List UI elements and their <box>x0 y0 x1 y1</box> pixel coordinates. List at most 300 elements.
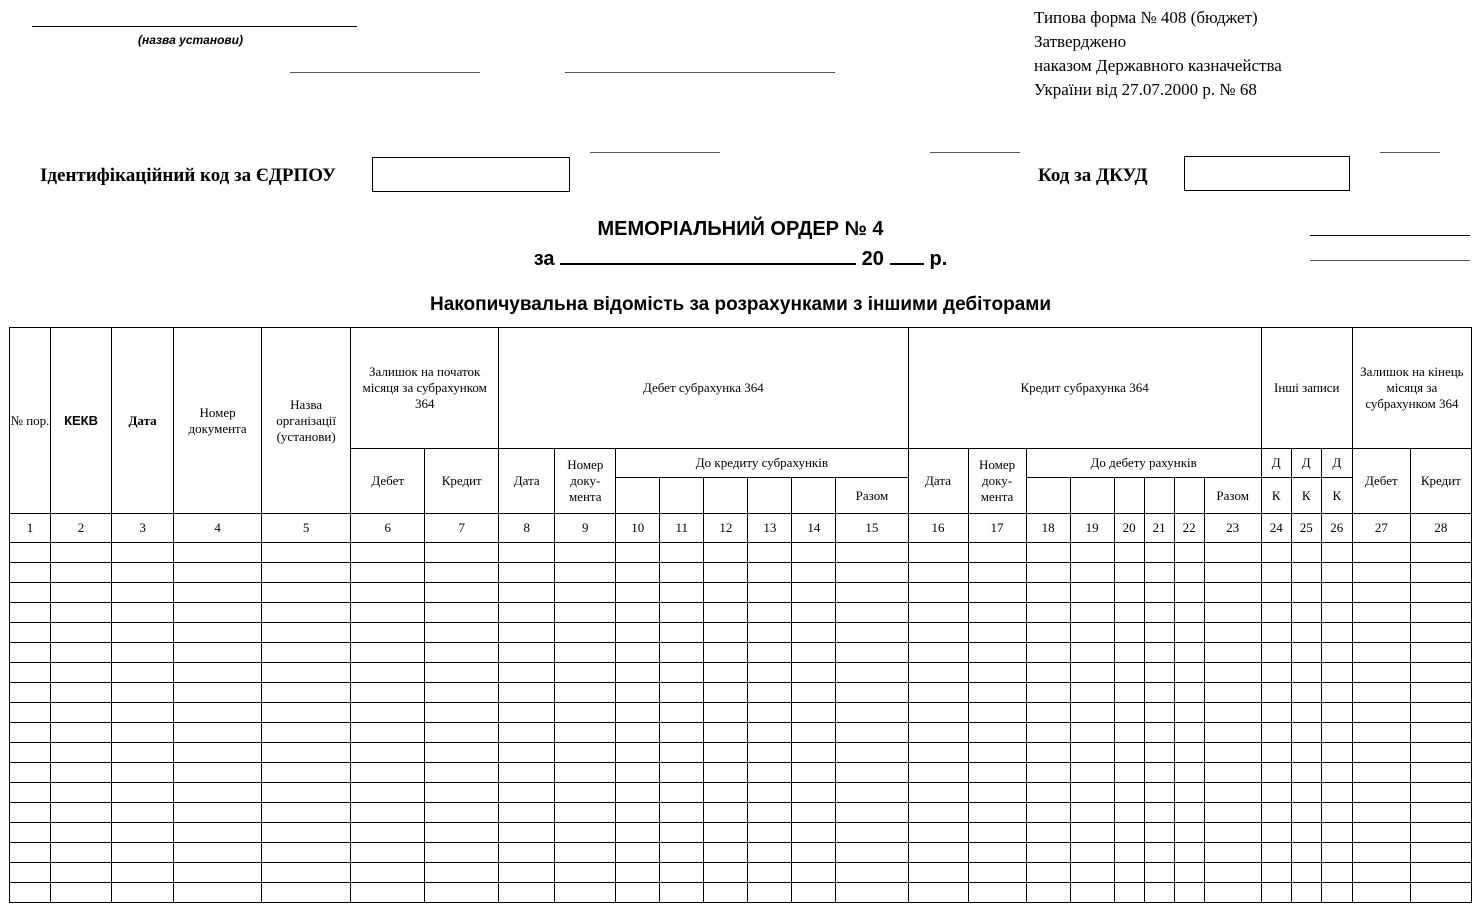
table-cell[interactable] <box>112 783 174 803</box>
table-cell[interactable] <box>1070 603 1114 623</box>
table-cell[interactable] <box>351 543 425 563</box>
table-cell[interactable] <box>10 583 51 603</box>
table-cell[interactable] <box>1026 563 1070 583</box>
table-cell[interactable] <box>660 823 704 843</box>
table-cell[interactable] <box>174 583 262 603</box>
table-cell[interactable] <box>1410 663 1471 683</box>
table-cell[interactable] <box>704 563 748 583</box>
table-cell[interactable] <box>836 743 908 763</box>
table-cell[interactable] <box>704 603 748 623</box>
table-cell[interactable] <box>748 883 792 903</box>
table-cell[interactable] <box>351 863 425 883</box>
table-cell[interactable] <box>748 803 792 823</box>
table-cell[interactable] <box>836 663 908 683</box>
table-cell[interactable] <box>1352 843 1410 863</box>
table-cell[interactable] <box>1204 723 1261 743</box>
table-cell[interactable] <box>704 723 748 743</box>
table-cell[interactable] <box>1070 543 1114 563</box>
table-cell[interactable] <box>908 563 968 583</box>
table-cell[interactable] <box>1410 783 1471 803</box>
table-cell[interactable] <box>616 823 660 843</box>
table-cell[interactable] <box>555 583 616 603</box>
table-cell[interactable] <box>262 643 351 663</box>
table-cell[interactable] <box>351 843 425 863</box>
table-cell[interactable] <box>704 763 748 783</box>
table-cell[interactable] <box>1291 783 1321 803</box>
table-cell[interactable] <box>10 743 51 763</box>
table-cell[interactable] <box>10 703 51 723</box>
table-cell[interactable] <box>1204 863 1261 883</box>
table-cell[interactable] <box>351 663 425 683</box>
table-cell[interactable] <box>1144 623 1174 643</box>
table-cell[interactable] <box>616 803 660 823</box>
table-cell[interactable] <box>1070 643 1114 663</box>
table-cell[interactable] <box>1291 543 1321 563</box>
table-cell[interactable] <box>10 823 51 843</box>
table-cell[interactable] <box>908 823 968 843</box>
table-cell[interactable] <box>1321 843 1352 863</box>
table-cell[interactable] <box>425 543 499 563</box>
table-cell[interactable] <box>1321 603 1352 623</box>
table-cell[interactable] <box>51 643 112 663</box>
table-cell[interactable] <box>262 863 351 883</box>
table-cell[interactable] <box>1174 843 1204 863</box>
table-cell[interactable] <box>499 623 555 643</box>
table-cell[interactable] <box>1261 603 1291 623</box>
table-cell[interactable] <box>908 583 968 603</box>
table-cell[interactable] <box>1321 743 1352 763</box>
table-cell[interactable] <box>1026 543 1070 563</box>
table-cell[interactable] <box>1321 723 1352 743</box>
table-cell[interactable] <box>351 563 425 583</box>
table-cell[interactable] <box>1144 643 1174 663</box>
table-cell[interactable] <box>1026 723 1070 743</box>
table-cell[interactable] <box>704 663 748 683</box>
table-cell[interactable] <box>51 563 112 583</box>
table-cell[interactable] <box>351 643 425 663</box>
table-cell[interactable] <box>704 823 748 843</box>
table-cell[interactable] <box>908 723 968 743</box>
table-cell[interactable] <box>1174 743 1204 763</box>
table-cell[interactable] <box>1261 583 1291 603</box>
table-cell[interactable] <box>1261 743 1291 763</box>
table-cell[interactable] <box>425 703 499 723</box>
table-cell[interactable] <box>1070 763 1114 783</box>
table-cell[interactable] <box>425 823 499 843</box>
table-cell[interactable] <box>10 883 51 903</box>
table-cell[interactable] <box>262 883 351 903</box>
table-cell[interactable] <box>1026 763 1070 783</box>
table-cell[interactable] <box>1204 883 1261 903</box>
table-cell[interactable] <box>968 623 1026 643</box>
table-cell[interactable] <box>1321 643 1352 663</box>
table-cell[interactable] <box>112 703 174 723</box>
table-cell[interactable] <box>555 723 616 743</box>
table-cell[interactable] <box>660 583 704 603</box>
table-cell[interactable] <box>908 543 968 563</box>
table-cell[interactable] <box>748 583 792 603</box>
table-cell[interactable] <box>1352 563 1410 583</box>
table-cell[interactable] <box>1114 543 1144 563</box>
credit-account-cell[interactable] <box>1114 478 1144 514</box>
table-cell[interactable] <box>1410 843 1471 863</box>
table-cell[interactable] <box>660 663 704 683</box>
credit-account-cell[interactable] <box>1144 478 1174 514</box>
table-cell[interactable] <box>174 603 262 623</box>
table-cell[interactable] <box>112 723 174 743</box>
table-cell[interactable] <box>555 563 616 583</box>
table-cell[interactable] <box>51 803 112 823</box>
table-cell[interactable] <box>1261 663 1291 683</box>
table-cell[interactable] <box>351 703 425 723</box>
table-cell[interactable] <box>1291 883 1321 903</box>
debit-subaccount-cell[interactable] <box>792 478 836 514</box>
table-cell[interactable] <box>1321 703 1352 723</box>
table-cell[interactable] <box>262 723 351 743</box>
table-cell[interactable] <box>1026 883 1070 903</box>
table-cell[interactable] <box>555 763 616 783</box>
table-cell[interactable] <box>1204 663 1261 683</box>
table-cell[interactable] <box>1291 763 1321 783</box>
order-date-blank[interactable] <box>560 245 856 265</box>
table-cell[interactable] <box>704 703 748 723</box>
table-cell[interactable] <box>1174 703 1204 723</box>
table-cell[interactable] <box>1410 603 1471 623</box>
table-cell[interactable] <box>1261 843 1291 863</box>
table-cell[interactable] <box>499 663 555 683</box>
table-cell[interactable] <box>51 823 112 843</box>
table-cell[interactable] <box>1261 783 1291 803</box>
table-cell[interactable] <box>112 823 174 843</box>
table-cell[interactable] <box>616 663 660 683</box>
table-cell[interactable] <box>51 703 112 723</box>
table-cell[interactable] <box>555 703 616 723</box>
table-cell[interactable] <box>351 743 425 763</box>
table-cell[interactable] <box>1204 583 1261 603</box>
table-cell[interactable] <box>792 803 836 823</box>
table-cell[interactable] <box>1204 803 1261 823</box>
table-cell[interactable] <box>968 583 1026 603</box>
table-cell[interactable] <box>425 743 499 763</box>
table-cell[interactable] <box>704 843 748 863</box>
table-cell[interactable] <box>51 743 112 763</box>
table-cell[interactable] <box>704 743 748 763</box>
table-cell[interactable] <box>425 883 499 903</box>
table-cell[interactable] <box>968 603 1026 623</box>
table-cell[interactable] <box>1026 623 1070 643</box>
table-cell[interactable] <box>1026 603 1070 623</box>
table-cell[interactable] <box>425 643 499 663</box>
table-cell[interactable] <box>499 883 555 903</box>
table-cell[interactable] <box>112 743 174 763</box>
table-cell[interactable] <box>1321 883 1352 903</box>
table-cell[interactable] <box>1144 823 1174 843</box>
table-cell[interactable] <box>1410 563 1471 583</box>
table-cell[interactable] <box>1291 583 1321 603</box>
table-cell[interactable] <box>1114 583 1144 603</box>
table-cell[interactable] <box>10 863 51 883</box>
table-cell[interactable] <box>1291 563 1321 583</box>
table-cell[interactable] <box>616 703 660 723</box>
table-cell[interactable] <box>1114 663 1144 683</box>
table-cell[interactable] <box>908 683 968 703</box>
table-cell[interactable] <box>1410 643 1471 663</box>
table-cell[interactable] <box>1070 843 1114 863</box>
table-cell[interactable] <box>1321 783 1352 803</box>
table-cell[interactable] <box>836 643 908 663</box>
table-cell[interactable] <box>425 583 499 603</box>
table-cell[interactable] <box>1204 783 1261 803</box>
table-cell[interactable] <box>112 543 174 563</box>
table-cell[interactable] <box>1410 723 1471 743</box>
table-cell[interactable] <box>1070 863 1114 883</box>
table-cell[interactable] <box>1114 703 1144 723</box>
table-cell[interactable] <box>1026 743 1070 763</box>
table-cell[interactable] <box>1321 623 1352 643</box>
table-cell[interactable] <box>748 683 792 703</box>
table-cell[interactable] <box>836 623 908 643</box>
table-cell[interactable] <box>10 763 51 783</box>
table-cell[interactable] <box>1144 783 1174 803</box>
table-cell[interactable] <box>1026 703 1070 723</box>
table-cell[interactable] <box>351 683 425 703</box>
table-cell[interactable] <box>968 543 1026 563</box>
table-cell[interactable] <box>616 603 660 623</box>
table-cell[interactable] <box>1321 863 1352 883</box>
table-cell[interactable] <box>174 563 262 583</box>
table-cell[interactable] <box>51 543 112 563</box>
table-cell[interactable] <box>908 883 968 903</box>
table-cell[interactable] <box>1144 883 1174 903</box>
table-cell[interactable] <box>748 543 792 563</box>
table-cell[interactable] <box>792 783 836 803</box>
table-cell[interactable] <box>1204 543 1261 563</box>
table-cell[interactable] <box>616 543 660 563</box>
table-cell[interactable] <box>836 803 908 823</box>
table-cell[interactable] <box>499 643 555 663</box>
table-cell[interactable] <box>748 723 792 743</box>
table-cell[interactable] <box>1174 863 1204 883</box>
table-cell[interactable] <box>792 883 836 903</box>
table-cell[interactable] <box>1070 703 1114 723</box>
table-cell[interactable] <box>792 683 836 703</box>
table-cell[interactable] <box>1174 603 1204 623</box>
table-cell[interactable] <box>174 723 262 743</box>
table-cell[interactable] <box>1174 543 1204 563</box>
table-cell[interactable] <box>616 563 660 583</box>
table-cell[interactable] <box>10 783 51 803</box>
table-cell[interactable] <box>262 843 351 863</box>
table-cell[interactable] <box>1410 623 1471 643</box>
table-cell[interactable] <box>968 643 1026 663</box>
table-cell[interactable] <box>1261 803 1291 823</box>
table-cell[interactable] <box>1410 863 1471 883</box>
table-cell[interactable] <box>1261 763 1291 783</box>
table-cell[interactable] <box>660 563 704 583</box>
table-cell[interactable] <box>1352 623 1410 643</box>
table-cell[interactable] <box>660 683 704 703</box>
table-cell[interactable] <box>1261 883 1291 903</box>
table-cell[interactable] <box>1321 663 1352 683</box>
table-cell[interactable] <box>1114 683 1144 703</box>
table-cell[interactable] <box>425 843 499 863</box>
table-cell[interactable] <box>1144 703 1174 723</box>
table-cell[interactable] <box>1026 843 1070 863</box>
table-cell[interactable] <box>1174 663 1204 683</box>
table-cell[interactable] <box>792 703 836 723</box>
table-cell[interactable] <box>174 663 262 683</box>
table-cell[interactable] <box>174 743 262 763</box>
table-cell[interactable] <box>1174 563 1204 583</box>
table-cell[interactable] <box>836 843 908 863</box>
table-cell[interactable] <box>660 603 704 623</box>
table-cell[interactable] <box>1026 863 1070 883</box>
table-cell[interactable] <box>1174 683 1204 703</box>
table-cell[interactable] <box>616 843 660 863</box>
table-cell[interactable] <box>1291 863 1321 883</box>
table-cell[interactable] <box>262 823 351 843</box>
table-cell[interactable] <box>174 863 262 883</box>
table-cell[interactable] <box>351 783 425 803</box>
table-cell[interactable] <box>1114 803 1144 823</box>
table-cell[interactable] <box>351 763 425 783</box>
table-cell[interactable] <box>51 783 112 803</box>
table-cell[interactable] <box>555 603 616 623</box>
table-cell[interactable] <box>748 843 792 863</box>
table-cell[interactable] <box>836 883 908 903</box>
table-cell[interactable] <box>704 803 748 823</box>
table-cell[interactable] <box>1410 543 1471 563</box>
table-cell[interactable] <box>174 623 262 643</box>
table-cell[interactable] <box>1070 583 1114 603</box>
table-cell[interactable] <box>660 783 704 803</box>
table-cell[interactable] <box>968 563 1026 583</box>
table-cell[interactable] <box>1114 563 1144 583</box>
table-cell[interactable] <box>1114 623 1144 643</box>
table-cell[interactable] <box>174 803 262 823</box>
table-cell[interactable] <box>704 543 748 563</box>
table-cell[interactable] <box>748 663 792 683</box>
table-cell[interactable] <box>499 843 555 863</box>
table-cell[interactable] <box>792 823 836 843</box>
table-cell[interactable] <box>174 703 262 723</box>
table-cell[interactable] <box>1114 763 1144 783</box>
table-cell[interactable] <box>499 683 555 703</box>
table-cell[interactable] <box>968 683 1026 703</box>
table-cell[interactable] <box>704 583 748 603</box>
table-cell[interactable] <box>1204 563 1261 583</box>
table-cell[interactable] <box>1291 643 1321 663</box>
table-cell[interactable] <box>1144 723 1174 743</box>
table-cell[interactable] <box>836 703 908 723</box>
table-cell[interactable] <box>1261 863 1291 883</box>
table-cell[interactable] <box>1114 743 1144 763</box>
table-cell[interactable] <box>1352 743 1410 763</box>
table-cell[interactable] <box>1144 583 1174 603</box>
table-cell[interactable] <box>836 583 908 603</box>
table-cell[interactable] <box>836 543 908 563</box>
table-cell[interactable] <box>1144 603 1174 623</box>
table-cell[interactable] <box>1026 663 1070 683</box>
table-cell[interactable] <box>968 843 1026 863</box>
table-cell[interactable] <box>10 563 51 583</box>
table-cell[interactable] <box>1352 763 1410 783</box>
table-cell[interactable] <box>616 863 660 883</box>
credit-account-cell[interactable] <box>1174 478 1204 514</box>
table-cell[interactable] <box>1291 623 1321 643</box>
table-cell[interactable] <box>1410 883 1471 903</box>
table-cell[interactable] <box>968 823 1026 843</box>
table-cell[interactable] <box>968 743 1026 763</box>
table-cell[interactable] <box>112 863 174 883</box>
credit-account-cell[interactable] <box>1026 478 1070 514</box>
table-cell[interactable] <box>1204 743 1261 763</box>
table-cell[interactable] <box>425 663 499 683</box>
table-cell[interactable] <box>555 743 616 763</box>
table-cell[interactable] <box>968 783 1026 803</box>
table-cell[interactable] <box>836 563 908 583</box>
table-cell[interactable] <box>792 763 836 783</box>
table-cell[interactable] <box>968 763 1026 783</box>
debit-subaccount-cell[interactable] <box>704 478 748 514</box>
table-cell[interactable] <box>1321 763 1352 783</box>
table-cell[interactable] <box>1352 543 1410 563</box>
table-cell[interactable] <box>1352 883 1410 903</box>
table-cell[interactable] <box>1291 703 1321 723</box>
table-cell[interactable] <box>1204 643 1261 663</box>
table-cell[interactable] <box>660 803 704 823</box>
table-cell[interactable] <box>1144 683 1174 703</box>
table-cell[interactable] <box>908 783 968 803</box>
table-cell[interactable] <box>616 623 660 643</box>
table-cell[interactable] <box>555 863 616 883</box>
table-cell[interactable] <box>748 743 792 763</box>
table-cell[interactable] <box>968 723 1026 743</box>
table-cell[interactable] <box>262 803 351 823</box>
table-cell[interactable] <box>1321 803 1352 823</box>
table-cell[interactable] <box>1261 723 1291 743</box>
table-cell[interactable] <box>351 583 425 603</box>
table-cell[interactable] <box>1070 563 1114 583</box>
table-cell[interactable] <box>262 683 351 703</box>
table-cell[interactable] <box>499 563 555 583</box>
table-cell[interactable] <box>792 543 836 563</box>
table-cell[interactable] <box>968 883 1026 903</box>
table-cell[interactable] <box>1070 783 1114 803</box>
table-cell[interactable] <box>1410 743 1471 763</box>
table-cell[interactable] <box>704 883 748 903</box>
table-cell[interactable] <box>660 623 704 643</box>
table-cell[interactable] <box>616 643 660 663</box>
table-cell[interactable] <box>1321 683 1352 703</box>
table-cell[interactable] <box>425 723 499 743</box>
table-cell[interactable] <box>660 883 704 903</box>
table-cell[interactable] <box>1026 783 1070 803</box>
table-cell[interactable] <box>1291 723 1321 743</box>
table-cell[interactable] <box>555 683 616 703</box>
table-cell[interactable] <box>499 743 555 763</box>
table-cell[interactable] <box>555 843 616 863</box>
table-cell[interactable] <box>51 863 112 883</box>
table-cell[interactable] <box>1174 803 1204 823</box>
table-cell[interactable] <box>499 823 555 843</box>
table-cell[interactable] <box>1026 823 1070 843</box>
debit-subaccount-cell[interactable] <box>748 478 792 514</box>
table-cell[interactable] <box>425 803 499 823</box>
table-cell[interactable] <box>1204 683 1261 703</box>
table-cell[interactable] <box>748 643 792 663</box>
table-cell[interactable] <box>425 623 499 643</box>
